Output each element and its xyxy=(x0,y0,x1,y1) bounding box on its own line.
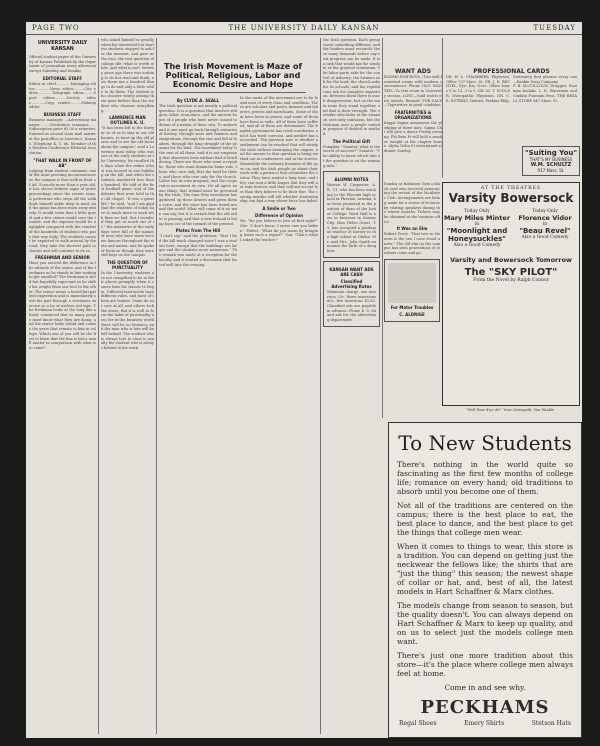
column-editorial xyxy=(29,38,96,734)
bowersock-note: Also a Good Comedy xyxy=(521,235,569,240)
newspaper-page xyxy=(26,22,582,738)
schultz-name: W.M. SCHULTZ xyxy=(530,162,572,168)
irish-movement-headline: The Irish Movement is Maze of Political, Religious, Labor and Economic Desire and Hope xyxy=(160,62,306,93)
classified-heading: Classified Advertising Rates xyxy=(331,278,372,289)
ad-paragraph: When it comes to things to wear, this store is a tradition. You can depend on getting just the neckwear the fellows like; the shirts that are "just the thing" this season; the newest shape of collar or hat, and, best of all, the latest models in Hart Schaffner & Marx clothes. xyxy=(397,542,573,596)
column-three xyxy=(159,38,318,734)
ad-footer-item: Emery Shirts xyxy=(464,720,505,727)
classified-text: Minimum charge, one insertion 25c, three insertions 60c, five insertions $1.00. Classified ads are payable in advance. Phone K. U. 66 and ask for the advertising department. xyxy=(327,289,376,323)
professional-cards xyxy=(446,68,577,103)
column-four-text: the Irish question. Each group wants something different, and the leaders must reconcile these many demands before any real progress can be made. It is a task that would tax the wisdom of the greatest statesman. The labor party asks for the control of industry; the farmers ask for the land; the church asks for its schools; and the republicans ask for complete separation. Between them there is much disagreement, but on the main issue they stand together, and that is their strength. The outsider who looks at the situation sees only confusion, but the Irishman sees a people united in purpose if divided in method. xyxy=(323,38,380,137)
varsity-listing xyxy=(443,209,511,248)
want-ads-heading: WANT ADS xyxy=(394,68,432,75)
theatre-varsity: Varsity xyxy=(448,191,497,205)
varsity-star: Mary Miles Minter xyxy=(443,214,511,222)
editorial-text-2: Have you noticed the difference in the attitude of the senior, and of the freshman as he stands in line waiting to get enrolled? The freshman is tired but hopefully expectant as he shifts his weight from one foot to the other. The senior wears a bored-but-patient expression and is immediately seen his part through a strenuous exercise as a lot of useless red tape. The freshman looks at the long line ahead, convinced that so many people must know what they are doing, and the senior looks ahead and counts the years that remain to him in college. Which one of you will be the first to learn that the line is but a small matter in comparison with what is to come? xyxy=(29,261,96,350)
staff-heading: EDITORIAL STAFF xyxy=(42,75,83,81)
smile-text: He: "Do you believe in love at first sight?" She: "I don't know; I never saw you before." Father: "What do you mean by bringing home such a report?" Son: "That's what I asked the teacher." xyxy=(240,219,318,242)
aldrige-ad-illustration xyxy=(388,263,436,303)
bowersock-listing xyxy=(511,209,579,248)
masthead xyxy=(26,22,582,35)
column-rule xyxy=(382,38,383,418)
column-two-text: who asked himself so greatly when his interested but fearless students stopped to ask for the moment, and gave us the true, the real question of college life: what is worth while, and what is not? Seventy years ago there was nothing to do but read and think; now there are a hundred things to do and only a little while to do them. The student who chooses wisely among them goes farther than the student who chooses everything. xyxy=(101,38,154,113)
ad-paragraph: There's nothing in the world quite so fascinating as the first few months of college life; romance on every hand; old traditions to absorb until you become one of them. xyxy=(397,460,573,496)
column-two xyxy=(101,38,154,734)
political-gift-text: Pumpkin: "Senator, what is the secret of success?" Senator: "The ability to know which side of the question is on the winning side." xyxy=(323,144,380,168)
editorial-text: Judging from student comment, one of the most pressing inconveniences on the campus is that walk in front of Ad. Scarcely more than a year old, it has shown definite signs of grave proceedings since the recent rains. A pedestrian who steps off the walk finds himself ankle deep in mud, and the grass has been worn away entirely. It would seem that a little gravel and a few stones would cure the trouble, and the expense would be negligible compared with the comfort of the hundreds of students who pass that way daily. The students cannot be expected to walk around by the road; they take the shortest path to classes and will continue to do so. xyxy=(29,168,96,253)
varsity-film: "Moonlight and Honeysuckles" xyxy=(446,227,508,243)
schultz-line: THAT'S MY BUSINESS xyxy=(529,157,573,162)
aldrige-name: C. ALDRIGE xyxy=(399,311,425,317)
political-gift-heading: The Political Gift xyxy=(332,138,371,144)
varsity-note: Also a Good Comedy xyxy=(453,243,501,248)
plates-heading: Plates from The Hill xyxy=(175,228,221,234)
osteopath-ad xyxy=(442,408,578,420)
column-four xyxy=(323,38,380,734)
peckhams-ad xyxy=(388,422,582,738)
alumni-text: Warren W. Carpenter, A. B. '11, who has been teaching in the Phoenix high school in Phoenix, Arizona, has been promoted to the position of dean of the Junior College. Ward Hall is now in business in Kansas City. Miss Helen Grant, '19, has accepted a position as teacher of history in the high school at Olathe. Mr. and Mrs. John Smith announce the birth of a daughter. xyxy=(327,183,376,254)
plates-text: "I can't say," said the professor, "that I find the hill much changed since I was a student here, except that the buildings are larger and the students more numerous." The remark was made at a reception for the faculty, and it started a discussion that lasted well into the evening. xyxy=(159,234,237,267)
fraternities-heading: FRATERNITIES & ORGANIZATIONS xyxy=(394,109,432,120)
prof-cards-heading: PROFESSIONAL CARDS xyxy=(473,68,550,75)
aldrige-ad xyxy=(384,259,440,322)
column-rule xyxy=(156,38,157,734)
editorial-heading-freshman: FRESHMAN AND SENIOR xyxy=(35,255,90,261)
masthead-day: TUESDAY xyxy=(533,24,576,32)
bowersock-day: Today Only xyxy=(532,209,558,214)
ad-footer-item: Stetson Hats xyxy=(531,720,571,727)
bowersock-star: Florence Vidor xyxy=(518,214,572,222)
paper-name: UNIVERSITY DAILY KANSAN xyxy=(37,41,88,52)
varsity-in: in xyxy=(474,222,480,227)
want-ads-column xyxy=(384,68,442,154)
bowersock-in: in xyxy=(542,222,548,227)
theatre-listings xyxy=(443,209,579,248)
ad-title: To New Students xyxy=(398,431,572,455)
schultz-slogan: "Suiting You" xyxy=(524,149,578,157)
theatre-bowersock: Bowersock xyxy=(500,191,574,205)
editorial-heading-walk: "THAT WALK IN FRONT OF AB" xyxy=(33,157,92,168)
staff-list: Editor in chief.............Managing editor..............News editor..........City editor.............Telegraph editor.........Sport editor...........Society editor.............Copy reader..........Makeup editor xyxy=(29,81,96,110)
business-heading: BUSINESS STAFF xyxy=(43,112,82,118)
prof-cards-text: DR. H. L. CHAMBERS, Physician. Office 737 Mass. St. DR. J. R. BECHTEL, Eye, Ear, Nose. Office hours 9 to 12, 2 to 5. DR. M. T. SUDLER, Osteopathic Physician. DR. C. E. ESTERLY, Dentist, Perkins Bldg. xyxy=(446,75,510,103)
alumni-box xyxy=(323,171,380,258)
schultz-ad xyxy=(522,146,580,176)
ad-brand: PECKHAMS xyxy=(420,697,550,718)
kansan-ads-heading: KANSAN WANT ADS ARE CASH xyxy=(329,266,374,277)
masthead-title: THE UNIVERSITY DAILY KANSAN xyxy=(228,24,380,32)
punctuality-text: In the University, students are not compelled to be in their places promptly when it comes time for classes to begin. Different instructors have different rules, and most of them are lenient. Some do not care at all, and others lock the doors. But it is well to form the habit of punctuality now, for in the business world there will be no leniency, and the man who is late will be left behind. The student who is always late to class is usually the student who is always behind in his work. xyxy=(101,270,154,351)
ad-paragraph: Not all of the traditions are centered on the campus; there is the best place to eat, the best place to dance, and the best place to get the things that college men wear. xyxy=(397,501,573,537)
column-five-lower xyxy=(384,182,440,402)
smile-heading: A Smile or Two xyxy=(262,206,296,212)
sky-pilot-title: The "SKY PILOT" xyxy=(464,267,558,278)
fraternities-text: Kappa Sigma announces the pledging of three men. Sigma Chi will give a dance Friday evening. Phi Beta Pi will hold a smoker tonight at the chapter house. Alpha Delta Pi entertained at dinner Sunday. xyxy=(384,120,442,154)
kansan-ads-box xyxy=(323,261,380,327)
ad-paragraph: The models change from season to season, but the quality doesn't. You can always depend on Hart Schaffner & Marx to keep up quality, and on us to select just the models college men want. xyxy=(397,601,573,646)
ad-footer xyxy=(389,718,581,729)
osteopath-signoff: Your Osteopath, Van Winkle xyxy=(503,408,555,412)
schultz-address: 917 Mass. St. xyxy=(537,168,565,173)
alumni-heading: ALUMNI NOTES xyxy=(334,177,369,183)
elm-heading: It Was an Elm xyxy=(396,226,428,232)
ad-body xyxy=(389,460,581,692)
theatre-ad xyxy=(442,182,580,406)
osteopath-greeting: "Well How d'ye do!" xyxy=(465,408,503,412)
column-rule xyxy=(320,38,321,734)
irish-article-text: The Irish question is not merely a political question. It is a question that involves religion, labor, economics, and the ancient hopes of a people who have never ceased to dream of a nation of their own. To understand it one must go back through centuries of history, through wars and famines and emigrations, through the rise and fall of leaders, through the long struggle of the peasant for his land. The movement today is the sum of all these, and it is not surprising that observers from without find it bewildering. There are those who want a republic, those who want dominion home rule, those who care only that the land be theirs, and those who care only for the church. Labor has its own program, and the cooperative movement its own. Yet all agree on one thing: that Ireland must be governed by the Irish. The Sinn Fein movement has gathered up these desires and given them a voice, and the voice has been heard around the world. What will come of it no man can say, but it is certain that the old order is passing, and that a new Ireland is being born out of the turmoil of the present. xyxy=(159,104,237,226)
want-ads-text: ROOMS FOR BOYS—Two well furnished rooms with modern conveniences. Phone 1829. WANTED—To rent room in University section. LOST—Gold watch with initials. Reward. FOR SALE—Typewriter in good condition. xyxy=(384,75,442,108)
bowersock-film: "Beau Revel" xyxy=(519,227,571,235)
page-number: PAGE TWO xyxy=(32,24,80,32)
column-five-text: Sunday at Robinson Gym a black card was received announcing the recital of the McAlister Club. Arrangements are being made for a series of lectures by visiting speakers during the winter months. Tickets may be obtained at the business office. xyxy=(384,182,440,224)
ad-footer-item: Regal Shoes xyxy=(399,720,437,727)
heading-lawrence-man: LAWRENCE MAN OUTLINES K. U. xyxy=(109,115,146,126)
elm-text: Robert Frost: "That tree in Heaven is the one I once stood under." The old elm on the campus has seen generations of students come and go. xyxy=(384,232,440,256)
editorial-filler: Official student paper of the University of Kansas Published by the department of journalism every afternoon except Saturday and Sunday xyxy=(29,55,96,74)
column-rule xyxy=(442,38,443,178)
theatre-heading: AT THE THEATRES xyxy=(480,186,542,191)
heading-punctuality: THE QUESTION OF PUNCTUALITY xyxy=(107,259,148,270)
irish-article-text-2: In the ranks of the movement are to be found men of every class and condition. There are scholars and poets, farmers and laborers, priests and merchants. Some of them have been in prison, and some of them have been in exile. All of them have suffered, and all of them are determined. The English government has tried conciliation and it has tried coercion, and neither has succeeded. The question now is whether a settlement can be reached that will satisfy the Irish without destroying the empire, and the answer to that question is being worked out in conferences and in the streets. Meanwhile the ordinary business of life goes on, and the Irish people go about their work with a patience that astonishes the visitor. They have waited a long time, and they can wait a little longer. But they will not wait forever, and they will not accept less than they believe to be their due. The coming months will tell whether statesmanship can find a way where force has failed. xyxy=(240,96,318,204)
smile-subheading: Difference of Opinion xyxy=(255,213,303,219)
theatre-tomorrow: Varsity and Bowersock Tomorrow xyxy=(450,256,572,264)
ad-paragraph: Come in and see why. xyxy=(444,683,526,692)
prof-cards-text-2: F. B. McCOLLOCH, Druggist. Eastman Kodaks. L. E. Waterman and Conklin Fountain Pens. THE REXALL STORE 847 Mass. St. xyxy=(513,84,577,103)
varsity-day: Today Only xyxy=(464,209,490,214)
sky-pilot-byline: From the Novel by Ralph Connor xyxy=(473,278,549,283)
byline: By CLYDE A. SEALL xyxy=(176,98,220,103)
theatre-names xyxy=(443,191,579,205)
column-rule xyxy=(98,38,99,734)
rankin-note: Stationery that pleases every one—Rankin Drug Company xyxy=(513,75,577,84)
lawrence-man-text: "It has been left to the thirty or so of us to stay in our old haunts, to hunt up the old places and to see the old faces about the campus," said a Lawrence man today, who was one of the early students at the University. He recalled the days when the entire school was housed in one building on the hill, and when the students numbered less than a hundred. He told of the first football game, and of the debates that were held in the old chapel. "It was a great life," he said, "and I am glad that the students of today have so much more to work with than we had. But I wonder if they get as much out of it." His memories of the early days were full of the names of men who have since become famous throughout the state and nation, and he spoke of them as though they were still boys on the campus. xyxy=(101,126,154,258)
aldrige-tagline: For Motor Troubles xyxy=(390,304,434,310)
ad-paragraph: There's just one more tradition about this store—it's the place where college men always feel at home. xyxy=(397,651,573,678)
business-list: Business manager.....Advertising manager.........Circulation manager.......Subscription price $2.50 a semester. Entered as second class mail matter at the postoffice at Lawrence, Kansas. Telephone K. U. 66. Member of the Western Conference Editorial Association. xyxy=(29,118,96,155)
